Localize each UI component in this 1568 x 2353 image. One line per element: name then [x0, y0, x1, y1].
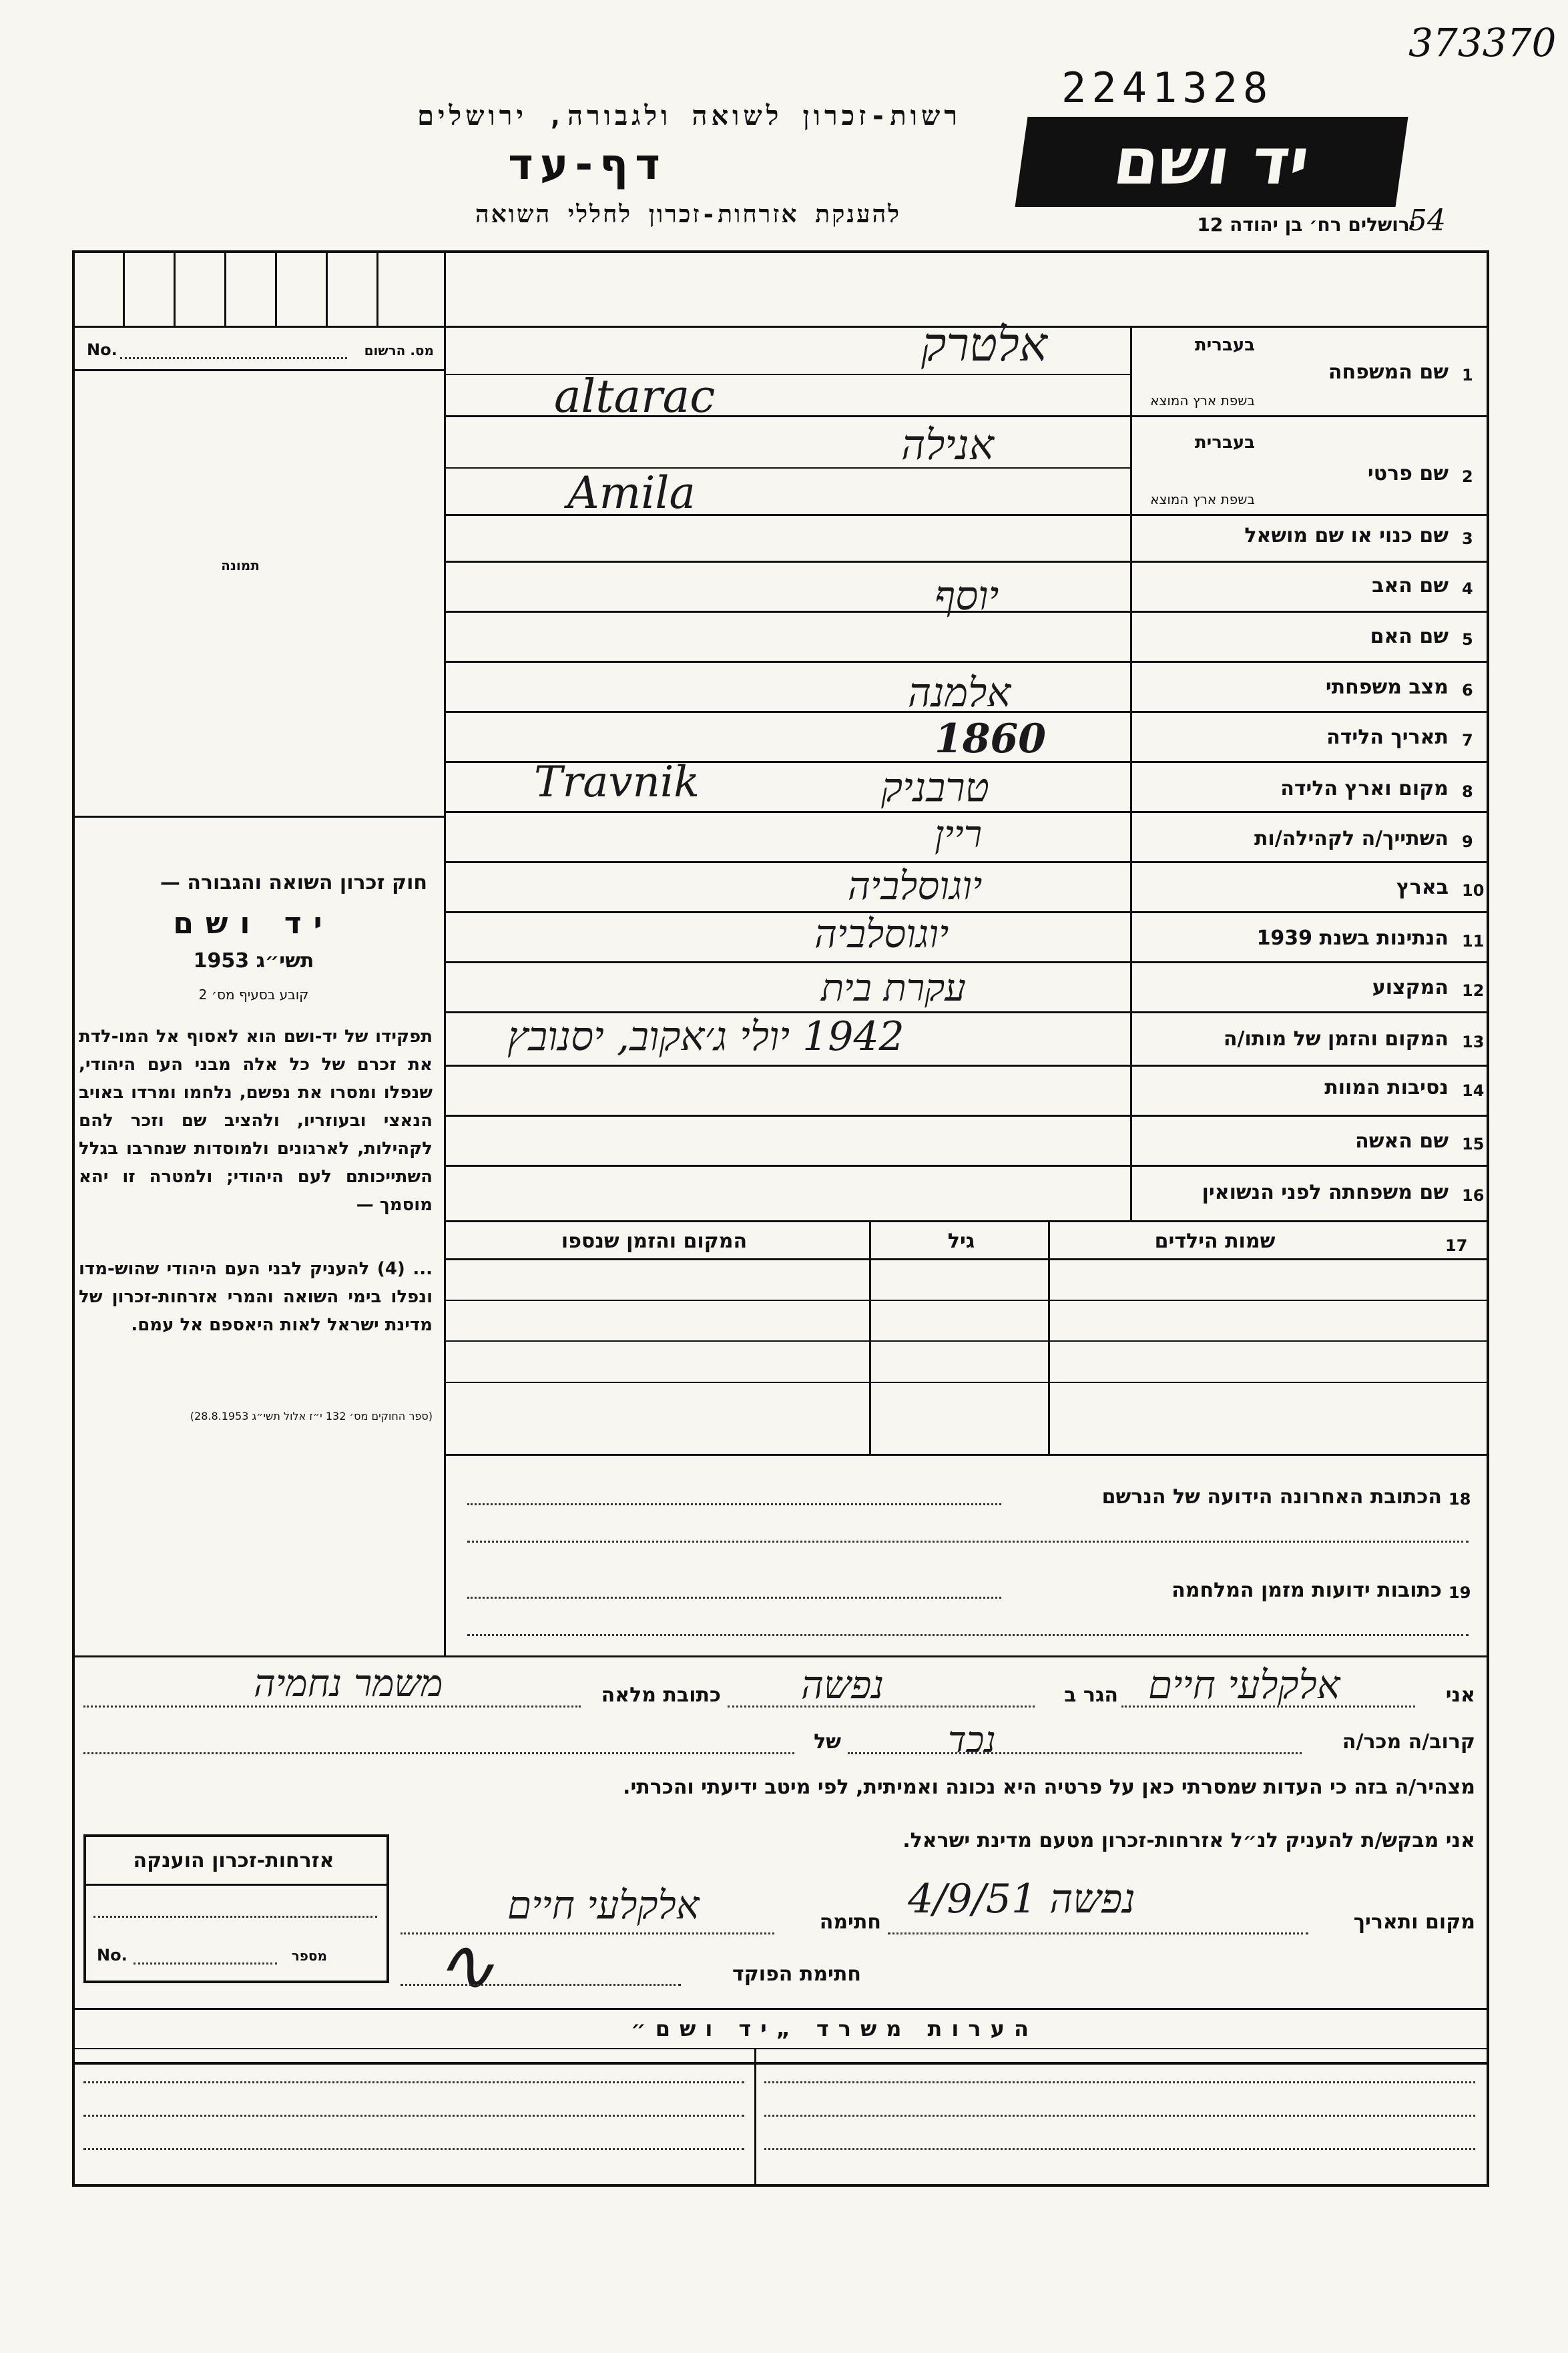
law-year: תשי״ג 1953: [193, 949, 314, 973]
field-number: 2: [1462, 467, 1473, 486]
law-section: קובע בסעיף מס׳ 2: [198, 987, 309, 1003]
citizenship-value[interactable]: יוגוסלביה: [814, 911, 949, 957]
remarks-line[interactable]: [764, 2081, 1475, 2083]
row-line: [444, 961, 1487, 963]
field-number: 13: [1462, 1033, 1485, 1051]
birth-place-latin[interactable]: Travnik: [534, 758, 700, 807]
field-number: 9: [1462, 832, 1473, 851]
field-label-profession: המקצוע: [1372, 976, 1449, 999]
decl-address-field[interactable]: [83, 1706, 581, 1708]
field-label-nickname: שם כנוי או שם מושאל: [1244, 524, 1449, 547]
decl-relative-label: קרוב/ה מכר/ה: [1342, 1730, 1475, 1754]
field-number: 12: [1462, 981, 1485, 1000]
table-row-line: [444, 1340, 1487, 1342]
row-line: [444, 1115, 1487, 1117]
row-line: [444, 1165, 1487, 1167]
row-line: [444, 1065, 1487, 1067]
decl-officer-field[interactable]: [401, 1984, 681, 1986]
table-row-line: [444, 1300, 1487, 1301]
decl-of-field[interactable]: [83, 1752, 794, 1754]
decl-officer-label: חתימת הפוקד: [732, 1963, 861, 1986]
decl-full-address: כתובת מלאה: [601, 1683, 721, 1707]
field-label-wife-name: שם האשה: [1355, 1129, 1449, 1153]
children-header-place-time: המקום והזמן שנספו: [561, 1230, 748, 1253]
remarks-line[interactable]: [83, 2148, 744, 2150]
row-line: [444, 1220, 1487, 1222]
field-number: 1: [1462, 366, 1473, 384]
law-title: חוק זכרון השואה והגבורה —: [160, 871, 427, 894]
birth-date-value[interactable]: 1860: [935, 716, 1046, 762]
father-name-value[interactable]: יוסף: [935, 573, 999, 619]
photo-bottom-line: [72, 816, 446, 818]
field-label-last-address: הכתובת האחרונה הידועה של הנרשם: [1101, 1485, 1442, 1509]
field-label-birth-place: מקום וארץ הלידה: [1280, 777, 1449, 800]
row-line: [444, 374, 1131, 375]
field-label-first-name: שם פרטי: [1367, 462, 1449, 485]
remarks-line[interactable]: [764, 2115, 1475, 2117]
children-header-names: שמות הילדים: [1154, 1230, 1276, 1253]
table-header-line: [444, 1258, 1487, 1260]
field-number: 16: [1462, 1186, 1485, 1205]
field-number: 8: [1462, 782, 1473, 801]
field-number: 15: [1462, 1135, 1485, 1153]
decl-address-value[interactable]: משמר נחמיה: [254, 1662, 443, 1706]
field-number: 10: [1462, 881, 1485, 900]
form-title: דף-עד: [508, 140, 667, 190]
remarks-line[interactable]: [83, 2115, 744, 2117]
yad-vashem-logo: יד ושם: [1015, 117, 1408, 207]
law-text-1: תפקידו של יד-ושם הוא לאסוף אל המו-לדת את זכרם של כל אלה מבני העם היהודי, שנפלו ומסרו את נפשם, נלחמו ומרדו באויב הנאצי ובעוזריו, ולהציב שם וזכר להם לקהילות, לארגונים ולמוסדות שנחרבו בגלל השתייכותם לעם היהודי; ולמטרה זו יהא מוסמך —: [79, 1027, 433, 1215]
field-number: 7: [1462, 731, 1473, 750]
row-line: [444, 561, 1487, 563]
table-row-line: [444, 1454, 1487, 1456]
field-number: 19: [1449, 1583, 1471, 1602]
first-name-hebrew[interactable]: אנילה: [901, 421, 994, 469]
field-label-maiden-name: שם משפחתה לפני הנשואין: [1202, 1181, 1449, 1204]
decl-signature-label: חתימה: [819, 1910, 881, 1934]
country-value[interactable]: יוגוסלביה: [848, 863, 983, 908]
cell-divider: [376, 250, 378, 326]
label-col-divider: [1130, 326, 1132, 1220]
table-col-divider: [1048, 1220, 1050, 1454]
box-divider: [83, 1884, 389, 1886]
last-address-field[interactable]: [467, 1503, 1001, 1505]
decl-request: אני מבקש/ת להעניק לנ״ל אזרחות-זכרון מטעם מדינת ישראל.: [902, 1829, 1475, 1852]
decl-name-value[interactable]: אלקלעי חיים: [1148, 1662, 1340, 1708]
decl-relative-field[interactable]: [848, 1752, 1302, 1754]
field-sub-hebrew: בעברית: [1194, 433, 1255, 453]
cell-divider: [174, 250, 176, 326]
law-text-2: ... (4) להעניק לבני העם היהודי שהוש-מדו ונפלו בימי השואה והמרי אזרחות-זכרון של מדינת ישראל לאות היאספם אל עמם.: [79, 1259, 433, 1335]
family-name-hebrew[interactable]: אלטרק: [921, 317, 1047, 372]
field-label-father-name: שם האב: [1372, 574, 1449, 597]
field-number: 3: [1462, 529, 1473, 548]
left-col-divider: [444, 250, 446, 1655]
page-number: 373370: [1408, 20, 1557, 65]
scribble-mark: ∿: [434, 1922, 496, 2008]
field-number: 4: [1462, 579, 1473, 598]
field-label-community: השתייך/ה לקהילה/ות: [1254, 827, 1449, 850]
community-value[interactable]: ריין: [935, 813, 983, 856]
field-label-marital-status: מצב משפחתי: [1325, 676, 1449, 699]
last-address-field-2[interactable]: [467, 1541, 1469, 1543]
reg-no-field[interactable]: [120, 357, 347, 359]
box-number-field[interactable]: [134, 1963, 277, 1965]
field-sub-hebrew: בעברית: [1194, 335, 1255, 355]
stamp-number: 54: [1408, 204, 1446, 238]
remarks-title: הערות משרד „יד ושם״: [631, 2016, 1038, 2041]
section-line: [72, 1655, 1487, 1657]
reg-no-prefix: No.: [87, 340, 117, 359]
table-col-divider: [869, 1220, 871, 1454]
field-number: 18: [1449, 1490, 1471, 1509]
top-strip-line: [72, 326, 1487, 328]
death-place-time-value[interactable]: 1942 יולי ג׳אקוב, יסנובץ: [507, 1013, 904, 1060]
first-name-latin[interactable]: Amila: [567, 467, 696, 519]
photo-label: תמונה: [221, 557, 260, 573]
reg-no-label: מס. הרשום: [364, 342, 434, 358]
decl-place-date-field[interactable]: [888, 1932, 1308, 1934]
cell-divider: [326, 250, 328, 326]
decl-of-label: של: [814, 1730, 841, 1754]
law-source: (ספר החוקים מס׳ 132 י״ז אלול תשי״ג 28.8.1953): [190, 1410, 433, 1422]
decl-place-date-label: מקום ותאריך: [1353, 1910, 1475, 1934]
decl-statement: מצהיר/ה בזה כי העדות שמסרתי כאן על פרטיה היא נכונה ואמיתית, לפי מיטב ידיעתי והכרתי.: [623, 1776, 1475, 1799]
row-line: [444, 661, 1487, 663]
field-label-citizenship-1939: הנתינות בשנת 1939: [1256, 927, 1449, 950]
table-row-line: [444, 1382, 1487, 1383]
authority-line: רשות-זכרון לשואה ולגבורה, ירושלים: [417, 101, 961, 132]
law-name: יד ושם: [173, 906, 334, 941]
field-label-country: בארץ: [1396, 876, 1449, 899]
field-number: 17: [1445, 1236, 1468, 1255]
citizenship-box-title: אזרחות-זכרון הוענקה: [133, 1849, 334, 1872]
profession-value[interactable]: עקרת בית: [821, 967, 966, 1010]
row-line: [444, 911, 1487, 913]
field-label-death-circumstances: נסיבות המוות: [1324, 1076, 1449, 1099]
cell-divider: [123, 250, 125, 326]
war-addresses-field-2[interactable]: [467, 1634, 1469, 1636]
box-line[interactable]: [93, 1916, 377, 1918]
field-number: 6: [1462, 681, 1473, 700]
field-label-death-place-time: המקום והזמן של מותו/ה: [1223, 1027, 1449, 1051]
address-line: ירושלים רח׳ בן יהודה 12: [1197, 214, 1415, 236]
cell-divider: [224, 250, 226, 326]
marital-status-value[interactable]: אלמנה: [908, 670, 1011, 716]
field-label-mother-name: שם האם: [1370, 625, 1449, 648]
remarks-box: [72, 2008, 1489, 2187]
decl-signature-value[interactable]: אלקלעי חיים: [507, 1882, 700, 1928]
field-number: 11: [1462, 932, 1485, 951]
field-label-birth-date: תאריך הלידה: [1326, 726, 1449, 749]
field-label-war-addresses: כתובות ידועות מזמן המלחמה: [1171, 1579, 1442, 1602]
field-sub-origin: בשפת ארץ המוצא: [1150, 491, 1255, 507]
box-number-label: מספר: [291, 1948, 327, 1964]
remarks-line[interactable]: [83, 2081, 744, 2083]
remarks-line[interactable]: [764, 2148, 1475, 2150]
field-sub-origin: בשפת ארץ המוצא: [1150, 393, 1255, 409]
decl-ani: אני: [1445, 1683, 1475, 1707]
decl-city-value[interactable]: נפשה: [801, 1662, 884, 1708]
decl-place-date-value[interactable]: נפשה 4/9/51: [908, 1876, 1135, 1922]
box-no-prefix: No.: [97, 1946, 127, 1965]
family-name-latin[interactable]: altarac: [554, 370, 716, 423]
children-header-age: גיל: [947, 1230, 975, 1253]
field-number: 14: [1462, 1081, 1485, 1100]
serial-number: 2241328: [1061, 63, 1274, 112]
row-line: [444, 467, 1131, 469]
field-number: 5: [1462, 630, 1473, 649]
war-addresses-field[interactable]: [467, 1597, 1001, 1599]
reg-no-line: [72, 369, 446, 371]
cell-divider: [275, 250, 277, 326]
decl-relative-value[interactable]: נכד: [948, 1719, 996, 1761]
birth-place-hebrew[interactable]: טרבניק: [881, 764, 989, 811]
decl-lives-in: הגר ב: [1064, 1683, 1118, 1707]
form-subtitle: להענקת אזרחות-זכרון לחללי השואה: [475, 201, 901, 228]
field-label-family-name: שם המשפחה: [1328, 360, 1449, 384]
